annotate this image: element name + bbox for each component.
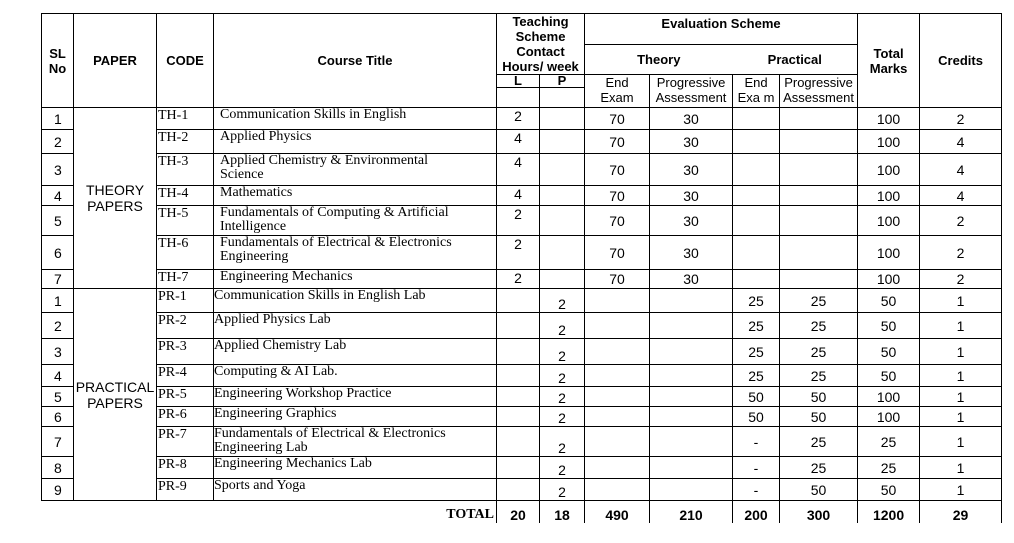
table-row [42, 186, 1002, 206]
practical-hours: 2 [540, 339, 585, 365]
total-prog: 210 [650, 501, 733, 523]
practical-hours: 2 [540, 313, 585, 339]
course-title [214, 479, 497, 501]
course-title-line: Communication Skills in English Lab [214, 288, 426, 303]
sl-number: 5 [42, 206, 74, 236]
header-practical-end-exam: End Exa m [733, 75, 780, 108]
course-title-line: Fundamentals of Electrical & Electronics [220, 235, 452, 250]
end-exam-marks [585, 365, 650, 387]
table-row [42, 236, 1002, 270]
total-l: 20 [497, 501, 540, 523]
table-row [42, 108, 1002, 130]
end-exam-marks [585, 427, 650, 457]
total-marks: 100 [858, 154, 920, 186]
lecture-hours [497, 427, 540, 457]
table-row [42, 313, 1002, 339]
theory-papers-group: THEORY PAPERS [74, 108, 157, 289]
credits: 1 [920, 457, 1002, 479]
sl-number: 4 [42, 365, 74, 387]
table-row [42, 407, 1002, 427]
practical-end-exam-marks: - [733, 457, 780, 479]
progressive-assessment-marks [650, 339, 733, 365]
lecture-hours: 2 [497, 270, 540, 289]
progressive-assessment-marks [650, 289, 733, 313]
credits: 1 [920, 407, 1002, 427]
course-title [214, 313, 497, 339]
course-title [214, 108, 497, 130]
header-contact-hours: Contact Hours/ week [497, 44, 585, 75]
course-title-line: Applied Physics [220, 129, 312, 144]
sl-number: 1 [42, 289, 74, 313]
evaluation-scheme-table [41, 13, 1002, 523]
practical-progressive-marks [780, 130, 858, 154]
course-title-line: Engineering Lab [214, 440, 308, 455]
end-exam-marks: 70 [585, 108, 650, 130]
practical-end-exam-marks: 25 [733, 365, 780, 387]
credits: 2 [920, 108, 1002, 130]
header-code: CODE [157, 14, 214, 108]
practical-end-exam-marks [733, 186, 780, 206]
course-title-line: Computing & AI Lab. [214, 364, 338, 379]
practical-hours [540, 130, 585, 154]
credits: 1 [920, 289, 1002, 313]
practical-progressive-marks [780, 108, 858, 130]
progressive-assessment-marks [650, 457, 733, 479]
sl-number: 3 [42, 339, 74, 365]
sl-number: 3 [42, 154, 74, 186]
course-title [214, 154, 497, 186]
end-exam-marks: 70 [585, 270, 650, 289]
practical-end-exam-marks [733, 154, 780, 186]
practical-progressive-marks: 25 [780, 313, 858, 339]
total-pprog: 300 [780, 501, 858, 523]
end-exam-marks: 70 [585, 236, 650, 270]
header-end-exam: End Exam [585, 75, 650, 108]
lecture-hours [497, 313, 540, 339]
course-title [214, 186, 497, 206]
lecture-hours [497, 289, 540, 313]
course-code: TH-5 [157, 206, 214, 236]
practical-end-exam-marks: 25 [733, 339, 780, 365]
practical-end-exam-marks [733, 108, 780, 130]
end-exam-marks: 70 [585, 206, 650, 236]
table-row [42, 427, 1002, 457]
end-exam-marks [585, 313, 650, 339]
table-row [42, 270, 1002, 289]
total-p: 18 [540, 501, 585, 523]
progressive-assessment-marks: 30 [650, 270, 733, 289]
practical-hours: 2 [540, 457, 585, 479]
sl-number: 4 [42, 186, 74, 206]
sl-number: 6 [42, 407, 74, 427]
lecture-hours [497, 365, 540, 387]
practical-hours [540, 154, 585, 186]
total-marks: 25 [858, 427, 920, 457]
progressive-assessment-marks [650, 407, 733, 427]
total-marks: 50 [858, 479, 920, 501]
practical-hours [540, 206, 585, 236]
course-title-line: Sports and Yoga [214, 478, 306, 493]
practical-progressive-marks: 50 [780, 407, 858, 427]
course-title [214, 270, 497, 289]
credits: 1 [920, 313, 1002, 339]
practical-end-exam-marks [733, 270, 780, 289]
total-marks: 100 [858, 130, 920, 154]
practical-hours: 2 [540, 365, 585, 387]
lecture-hours: 4 [497, 154, 540, 186]
table-row [42, 339, 1002, 365]
course-title-line: Engineering [220, 249, 289, 264]
scheme-sheet [41, 13, 1002, 543]
practical-hours: 2 [540, 407, 585, 427]
course-code: PR-2 [157, 313, 214, 339]
course-code: PR-9 [157, 479, 214, 501]
course-code: PR-4 [157, 365, 214, 387]
end-exam-marks: 70 [585, 154, 650, 186]
lecture-hours: 4 [497, 130, 540, 154]
progressive-assessment-marks: 30 [650, 154, 733, 186]
total-marks: 50 [858, 365, 920, 387]
course-title [214, 289, 497, 313]
header-l-blank [497, 88, 540, 108]
total-marks: 100 [858, 206, 920, 236]
course-title [214, 365, 497, 387]
practical-hours [540, 186, 585, 206]
table-row [42, 206, 1002, 236]
lecture-hours: 2 [497, 236, 540, 270]
practical-progressive-marks [780, 236, 858, 270]
header-theory: Theory [585, 44, 733, 75]
end-exam-marks: 70 [585, 130, 650, 154]
header-total-marks: Total Marks [858, 14, 920, 108]
total-marks: 100 [858, 108, 920, 130]
course-title-line: Engineering Mechanics [220, 269, 353, 284]
sl-number: 5 [42, 387, 74, 407]
practical-papers-group: PRACTICAL PAPERS [74, 289, 157, 501]
course-title-line: Applied Chemistry Lab [214, 338, 347, 353]
sl-number: 8 [42, 457, 74, 479]
course-title-line: Engineering Mechanics Lab [214, 456, 372, 471]
header-credits: Credits [920, 14, 1002, 108]
practical-end-exam-marks: 50 [733, 407, 780, 427]
practical-end-exam-marks [733, 236, 780, 270]
course-title [214, 457, 497, 479]
course-code: TH-6 [157, 236, 214, 270]
total-pend: 200 [733, 501, 780, 523]
sl-number: 7 [42, 427, 74, 457]
total-marks: 50 [858, 289, 920, 313]
course-code: TH-3 [157, 154, 214, 186]
lecture-hours [497, 407, 540, 427]
total-label: TOTAL [42, 501, 497, 523]
course-code: PR-7 [157, 427, 214, 457]
course-title-line: Intelligence [220, 219, 287, 234]
course-title-line: Applied Physics Lab [214, 312, 331, 327]
course-title [214, 387, 497, 407]
practical-progressive-marks [780, 186, 858, 206]
end-exam-marks [585, 479, 650, 501]
lecture-hours: 2 [497, 206, 540, 236]
course-title-line: Applied Chemistry & Environmental [220, 153, 429, 168]
course-title [214, 236, 497, 270]
practical-progressive-marks: 25 [780, 457, 858, 479]
total-marks: 100 [858, 236, 920, 270]
course-title-line: Communication Skills in English [220, 107, 407, 122]
progressive-assessment-marks: 30 [650, 186, 733, 206]
lecture-hours [497, 457, 540, 479]
course-title [214, 130, 497, 154]
credits: 1 [920, 427, 1002, 457]
practical-progressive-marks [780, 206, 858, 236]
practical-hours: 2 [540, 427, 585, 457]
total-marks: 100 [858, 270, 920, 289]
course-title-line: Science [220, 167, 264, 182]
credits: 2 [920, 270, 1002, 289]
sl-number: 2 [42, 130, 74, 154]
progressive-assessment-marks [650, 387, 733, 407]
course-title [214, 339, 497, 365]
header-progressive-assessment: Progressive Assessment [650, 75, 733, 108]
lecture-hours [497, 479, 540, 501]
end-exam-marks [585, 339, 650, 365]
lecture-hours: 4 [497, 186, 540, 206]
header-practical-progressive: Progressive Assessment [780, 75, 858, 108]
practical-end-exam-marks [733, 130, 780, 154]
table-row [42, 365, 1002, 387]
course-title-line: Fundamentals of Computing & Artificial [220, 205, 449, 220]
practical-end-exam-marks: - [733, 479, 780, 501]
practical-hours: 2 [540, 289, 585, 313]
course-code: PR-3 [157, 339, 214, 365]
course-code: PR-5 [157, 387, 214, 407]
table-row [42, 457, 1002, 479]
practical-hours: 2 [540, 387, 585, 407]
practical-end-exam-marks: 50 [733, 387, 780, 407]
end-exam-marks [585, 407, 650, 427]
total-credits: 29 [920, 501, 1002, 523]
total-marks: 50 [858, 339, 920, 365]
credits: 1 [920, 365, 1002, 387]
total-marks: 25 [858, 457, 920, 479]
progressive-assessment-marks [650, 479, 733, 501]
course-code: TH-1 [157, 108, 214, 130]
credits: 2 [920, 236, 1002, 270]
total-marks: 100 [858, 387, 920, 407]
header-paper: PAPER [74, 14, 157, 108]
progressive-assessment-marks: 30 [650, 130, 733, 154]
progressive-assessment-marks [650, 365, 733, 387]
total-end: 490 [585, 501, 650, 523]
header-course-title: Course Title [214, 14, 497, 108]
course-title [214, 427, 497, 457]
progressive-assessment-marks: 30 [650, 206, 733, 236]
practical-progressive-marks: 50 [780, 387, 858, 407]
header-p-blank [540, 88, 585, 108]
total-marks: 100 [858, 407, 920, 427]
credits: 4 [920, 130, 1002, 154]
course-code: PR-6 [157, 407, 214, 427]
practical-hours [540, 270, 585, 289]
course-title-line: Engineering Workshop Practice [214, 386, 392, 401]
practical-progressive-marks: 25 [780, 339, 858, 365]
total-marks: 50 [858, 313, 920, 339]
credits: 4 [920, 186, 1002, 206]
lecture-hours [497, 387, 540, 407]
header-practical: Practical [733, 44, 858, 75]
header-l: L [497, 75, 540, 88]
credits: 1 [920, 339, 1002, 365]
practical-hours [540, 108, 585, 130]
course-title [214, 407, 497, 427]
credits: 4 [920, 154, 1002, 186]
practical-progressive-marks: 25 [780, 365, 858, 387]
practical-hours [540, 236, 585, 270]
credits: 1 [920, 479, 1002, 501]
course-code: PR-8 [157, 457, 214, 479]
table-row [42, 154, 1002, 186]
end-exam-marks [585, 387, 650, 407]
practical-end-exam-marks [733, 206, 780, 236]
header-sl: SL No [42, 14, 74, 108]
header-row-1 [42, 14, 1002, 45]
header-teaching-scheme: Teaching Scheme [497, 14, 585, 45]
practical-progressive-marks: 50 [780, 479, 858, 501]
practical-progressive-marks [780, 154, 858, 186]
total-marks: 100 [858, 186, 920, 206]
practical-end-exam-marks: 25 [733, 289, 780, 313]
end-exam-marks [585, 289, 650, 313]
progressive-assessment-marks [650, 313, 733, 339]
total-total: 1200 [858, 501, 920, 523]
practical-end-exam-marks: - [733, 427, 780, 457]
course-title-line: Fundamentals of Electrical & Electronics [214, 426, 446, 441]
end-exam-marks: 70 [585, 186, 650, 206]
course-code: TH-7 [157, 270, 214, 289]
lecture-hours: 2 [497, 108, 540, 130]
sl-number: 1 [42, 108, 74, 130]
course-code: TH-4 [157, 186, 214, 206]
header-evaluation-scheme: Evaluation Scheme [585, 14, 858, 45]
lecture-hours [497, 339, 540, 365]
header-p: P [540, 75, 585, 88]
progressive-assessment-marks [650, 427, 733, 457]
practical-progressive-marks: 25 [780, 289, 858, 313]
course-title-line: Mathematics [220, 185, 293, 200]
course-title [214, 206, 497, 236]
progressive-assessment-marks: 30 [650, 108, 733, 130]
table-row [42, 387, 1002, 407]
sl-number: 2 [42, 313, 74, 339]
practical-progressive-marks: 25 [780, 427, 858, 457]
sl-number: 6 [42, 236, 74, 270]
end-exam-marks [585, 457, 650, 479]
table-row [42, 479, 1002, 501]
course-title-line: Engineering Graphics [214, 406, 337, 421]
sl-number: 9 [42, 479, 74, 501]
practical-progressive-marks [780, 270, 858, 289]
progressive-assessment-marks: 30 [650, 236, 733, 270]
course-code: TH-2 [157, 130, 214, 154]
table-row [42, 130, 1002, 154]
credits: 1 [920, 387, 1002, 407]
table-row [42, 289, 1002, 313]
credits: 2 [920, 206, 1002, 236]
practical-end-exam-marks: 25 [733, 313, 780, 339]
total-row [42, 501, 1002, 523]
course-code: PR-1 [157, 289, 214, 313]
sl-number: 7 [42, 270, 74, 289]
practical-hours: 2 [540, 479, 585, 501]
